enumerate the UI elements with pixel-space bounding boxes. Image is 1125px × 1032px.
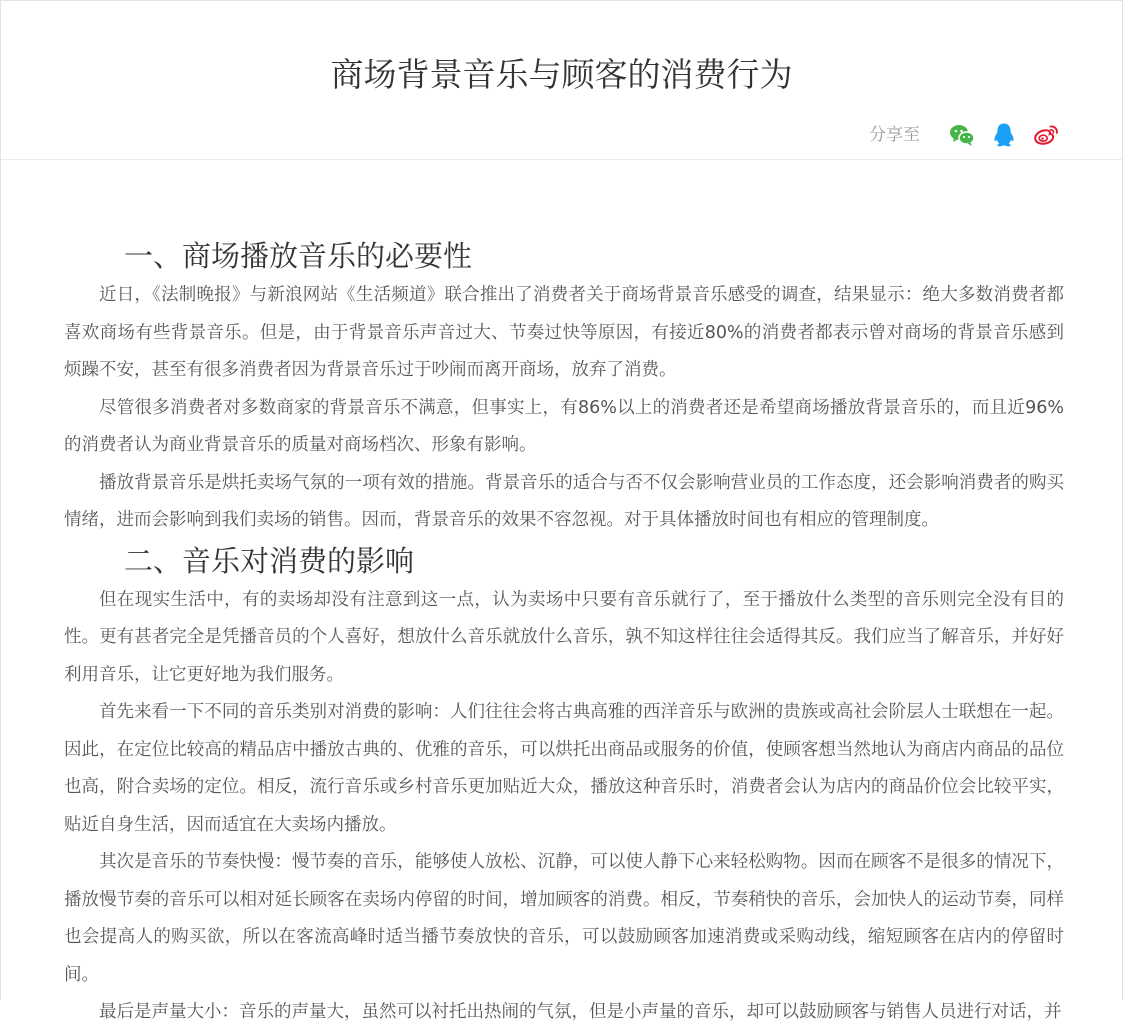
paragraph: 最后是声量大小：音乐的声量大，虽然可以衬托出热闹的气氛，但是小声量的音乐，却可以鼓励顾客与销售人员进行对话，并 [99,1002,1062,1022]
paragraph: 近日，《法制晚报》与新浪网站《生活频道》联合推出了消费者关于商场背景音乐感受的调查，结果显示：绝大多数消费者都喜欢商场有些背景音乐。但是，由于背景音乐声音过大、节奏过快等原因，有接近80%的消费者都表示曾对商场的背景音乐感到烦躁不安，甚至有很多消费者因为背景音乐过于吵闹而离开商场，放弃了消费。 [64,285,1064,380]
paragraph: 尽管很多消费者对多数商家的背景音乐不满意，但事实上，有86%以上的消费者还是希望商场播放背景音乐的，而且近96%的消费者认为商业背景音乐的质量对商场档次、形象有影响。 [64,397,1064,455]
paragraph: 但在现实生活中，有的卖场却没有注意到这一点，认为卖场中只要有音乐就行了，至于播放什么类型的音乐则完全没有目的性。更有甚者完全是凭播音员的个人喜好，想放什么音乐就放什么音乐，孰不知这样往往会适得其反。我们应当了解音乐，并好好利用音乐，让它更好地为我们服务。 [64,589,1064,685]
article-header [1,1,1122,160]
section-heading: 二、音乐对消费的影响 [124,543,415,578]
weibo-icon[interactable] [1032,121,1060,149]
article-body [64,235,1064,1032]
paragraph: 播放背景音乐是烘托卖场气氛的一项有效的措施。背景音乐的适合与否不仅会影响营业员的工作态度，还会影响消费者的购买情绪，进而会影响到我们卖场的销售。因而，背景音乐的效果不容忽视。对于具体播放时间也有相应的管理制度。 [64,472,1064,530]
share-label: 分享至 [869,125,920,145]
page-title: 商场背景音乐与顾客的消费行为 [330,55,793,94]
share-bar [869,121,1060,149]
paragraph: 其次是音乐的节奏快慢：慢节奏的音乐，能够使人放松、沉静，可以使人静下心来轻松购物。因而在顾客不是很多的情况下，播放慢节奏的音乐可以相对延长顾客在卖场内停留的时间，增加顾客的消费。相反，节奏稍快的音乐，会加快人的运动节奏，同样也会提高人的购买欲，所以在客流高峰时适当播节奏放快的音乐，可以鼓励顾客加速消费或采购动线，缩短顾客在店内的停留时间。 [64,852,1064,985]
section-heading: 一、商场播放音乐的必要性 [124,239,473,273]
qq-icon[interactable] [990,121,1018,149]
wechat-icon[interactable] [948,121,976,149]
paragraph: 首先来看一下不同的音乐类别对消费的影响：人们往往会将古典高雅的西洋音乐与欧洲的贵族或高社会阶层人士联想在一起。因此，在定位比较高的精品店中播放古典的、优雅的音乐，可以烘托出商品或服务的价值，使顾客想当然地认为商店内商品的品位也高，附合卖场的定位。相反，流行音乐或乡村音乐更加贴近大众，播放这种音乐时，消费者会认为店内的商品价位会比较平实，贴近自身生活，因而适宜在大卖场内播放。 [64,702,1064,835]
